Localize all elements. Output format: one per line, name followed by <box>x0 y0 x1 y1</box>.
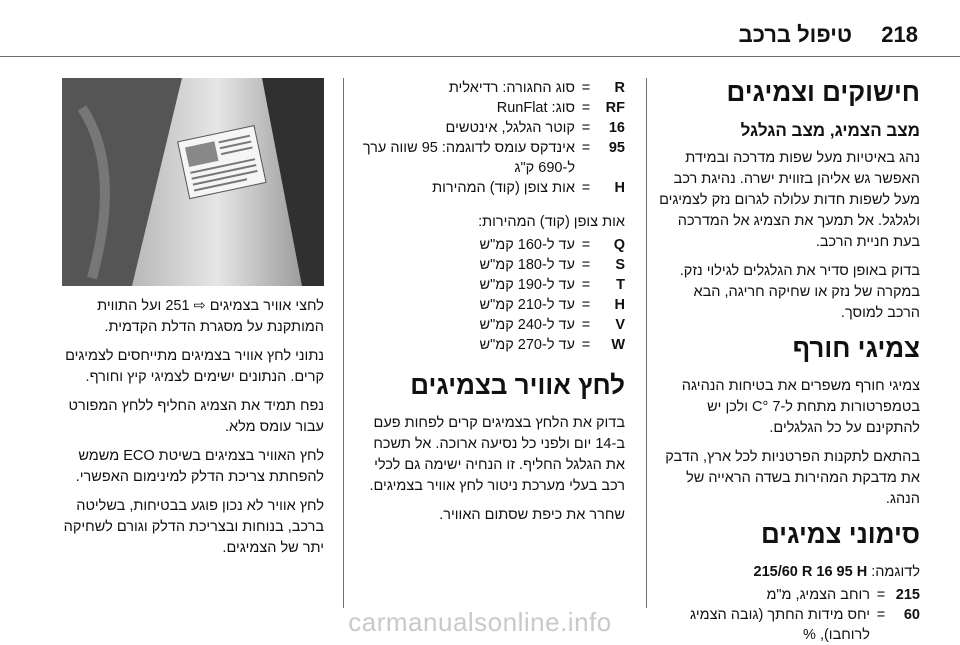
section-heading-winter-tires: צמיגי חורף <box>792 333 920 363</box>
equals-sign: = <box>581 100 591 116</box>
speed-code-text: עד ל-270 קמ"ש <box>479 337 575 353</box>
speed-code-row <box>455 335 625 355</box>
column-divider-left <box>343 78 344 608</box>
speed-code: H <box>614 297 625 313</box>
definition-code: H <box>614 180 625 196</box>
speed-code: Q <box>613 237 625 253</box>
definition-text: סוג החגורה: רדיאלית <box>448 80 575 96</box>
speed-code-row <box>455 315 625 335</box>
definition-row <box>355 98 625 118</box>
section-heading-tire-pressure: לחץ אוויר בצמיגים <box>410 370 625 400</box>
speed-code-text: עד ל-180 קמ"ש <box>479 257 575 273</box>
equals-sign: = <box>581 140 591 156</box>
speed-code-row <box>455 295 625 315</box>
speed-code: S <box>615 257 625 273</box>
column-divider-right <box>646 78 647 608</box>
right-column <box>658 76 920 645</box>
section-heading-wheels-tires: חישוקים וצמיגים <box>726 77 920 107</box>
door-frame-illustration <box>62 78 324 286</box>
paragraph-tire-condition: נהג באיטיות מעל שפות מדרכה ובמידת האפשר גש אליהן בזווית ישרה. נהיגת רכב מעל לשפות חדות עלולה לגרום נזק לצמיגים ולגלגל. אל תמעך את הצמיג אל המדרכה בעת חניית הרכב. <box>659 150 920 250</box>
equals-sign: = <box>581 277 591 293</box>
speed-code-text: עד ל-240 קמ"ש <box>479 317 575 333</box>
paragraph-check-pressure: בדוק את הלחץ בצמיגים קרים לפחות פעם ב-14 יום ולפני כל נסיעה ארוכה. אל תשכח את הגלגל החליף. זו הנחיה ישימה גם לכלי רכב בעלי מערכת ניטור לחץ אוויר בצמיגים. <box>369 415 625 494</box>
definition-row <box>355 78 625 98</box>
paragraph-valve-cap: שחרר את כיפת שסתום האוויר. <box>439 507 625 523</box>
left-column <box>62 296 324 567</box>
header-divider <box>0 56 960 57</box>
definition-text: אות צופן (קוד) המהירות <box>432 180 575 196</box>
definition-text: סוג: RunFlat <box>496 100 575 116</box>
speed-code-text: עד ל-160 קמ"ש <box>479 237 575 253</box>
paragraph-spare-wheel: נפח תמיד את הצמיג החליף ללחץ המפורט עבור עומס מלא. <box>68 398 324 435</box>
definition-row <box>658 585 920 605</box>
definition-row <box>355 138 625 178</box>
tire-marking-example <box>658 562 920 583</box>
definition-code: 16 <box>608 120 625 136</box>
page-number: 218 <box>881 22 918 47</box>
definition-text: יחס מידות החתך (גובה הצמיג לרוחבו), % <box>690 607 870 643</box>
definition-text: קוטר הגלגל, אינטשים <box>445 120 575 136</box>
speed-code-row <box>455 255 625 275</box>
speed-code: W <box>611 337 625 353</box>
middle-column <box>355 78 625 534</box>
definition-text: רוחב הצמיג, מ"מ <box>766 587 870 603</box>
example-value: 215/60 R 16 95 H <box>753 564 868 580</box>
section-heading-tire-markings: סימוני צמיגים <box>760 519 920 549</box>
definition-code: 60 <box>903 607 920 623</box>
watermark: carmanualsonline.info <box>348 607 612 637</box>
equals-sign: = <box>876 607 886 623</box>
page-title: טיפול ברכב <box>738 22 852 47</box>
definition-code: RF <box>605 100 625 116</box>
subheading-tire-condition: מצב הצמיג, מצב הגלגל <box>740 121 920 140</box>
definition-code: 95 <box>608 140 625 156</box>
equals-sign: = <box>581 257 591 273</box>
door-frame-tire-label-photo <box>62 78 324 286</box>
paragraph-winter-tires: צמיגי חורף משפרים את בטיחות הנהיגה בטמפרטורות מתחת ל-7 °C ולכן יש להתקינם על כל הגלגלים. <box>681 378 920 436</box>
paragraph-speed-sticker: בהתאם לתקנות הפרטניות לכל ארץ, הדבק את מדבקת המהירות בשדה הראייה של הנהג. <box>665 449 920 507</box>
speed-code-row <box>455 275 625 295</box>
speed-code-text: עד ל-190 קמ"ש <box>479 277 575 293</box>
speed-code: V <box>615 317 625 333</box>
page-header <box>0 22 960 46</box>
paragraph-pressure-reference: לחצי אוויר בצמיגים ⇨ 251 ועל התווית המותקנת על מסגרת הדלת הקדמית. <box>97 298 324 335</box>
speed-code-intro: אות צופן (קוד) המהירות: <box>478 214 625 230</box>
definition-row <box>355 118 625 138</box>
paragraph-cold-tires: נתוני לחץ אוויר בצמיגים מתייחסים לצמיגים קרים. הנתונים ישימים לצמיגי קיץ וחורף. <box>65 348 324 385</box>
definition-text: אינדקס עומס לדוגמה: 95 שווה ערך ל-690 ק"ג <box>362 140 575 176</box>
equals-sign: = <box>581 237 591 253</box>
equals-sign: = <box>581 80 591 96</box>
speed-code-list <box>455 235 625 355</box>
paragraph-inspect-wheels: בדוק באופן סדיר את הגלגלים לגילוי נזק. במקרה של נזק או שחיקה חריגה, הבא הרכב למוסך. <box>679 263 920 321</box>
equals-sign: = <box>581 317 591 333</box>
paragraph-wrong-pressure: לחץ אוויר לא נכון פוגע בבטיחות, בשליטה ברכב, בנוחות ובצריכת הדלק וגורם לשחיקה יתר של הצמיגים. <box>63 498 324 556</box>
definition-code: 215 <box>895 587 920 603</box>
example-label: לדוגמה: <box>871 564 920 580</box>
paragraph-eco-pressure: לחץ האוויר בצמיגים בשיטת ECO משמש להפחתת צריכת הדלק למינימום האפשרי. <box>75 448 324 485</box>
speed-code-text: עד ל-210 קמ"ש <box>479 297 575 313</box>
equals-sign: = <box>876 587 886 603</box>
equals-sign: = <box>581 297 591 313</box>
equals-sign: = <box>581 337 591 353</box>
equals-sign: = <box>581 120 591 136</box>
speed-code: T <box>616 277 625 293</box>
definition-code: R <box>614 80 625 96</box>
definition-row <box>355 178 625 198</box>
equals-sign: = <box>581 180 591 196</box>
speed-code-row <box>455 235 625 255</box>
